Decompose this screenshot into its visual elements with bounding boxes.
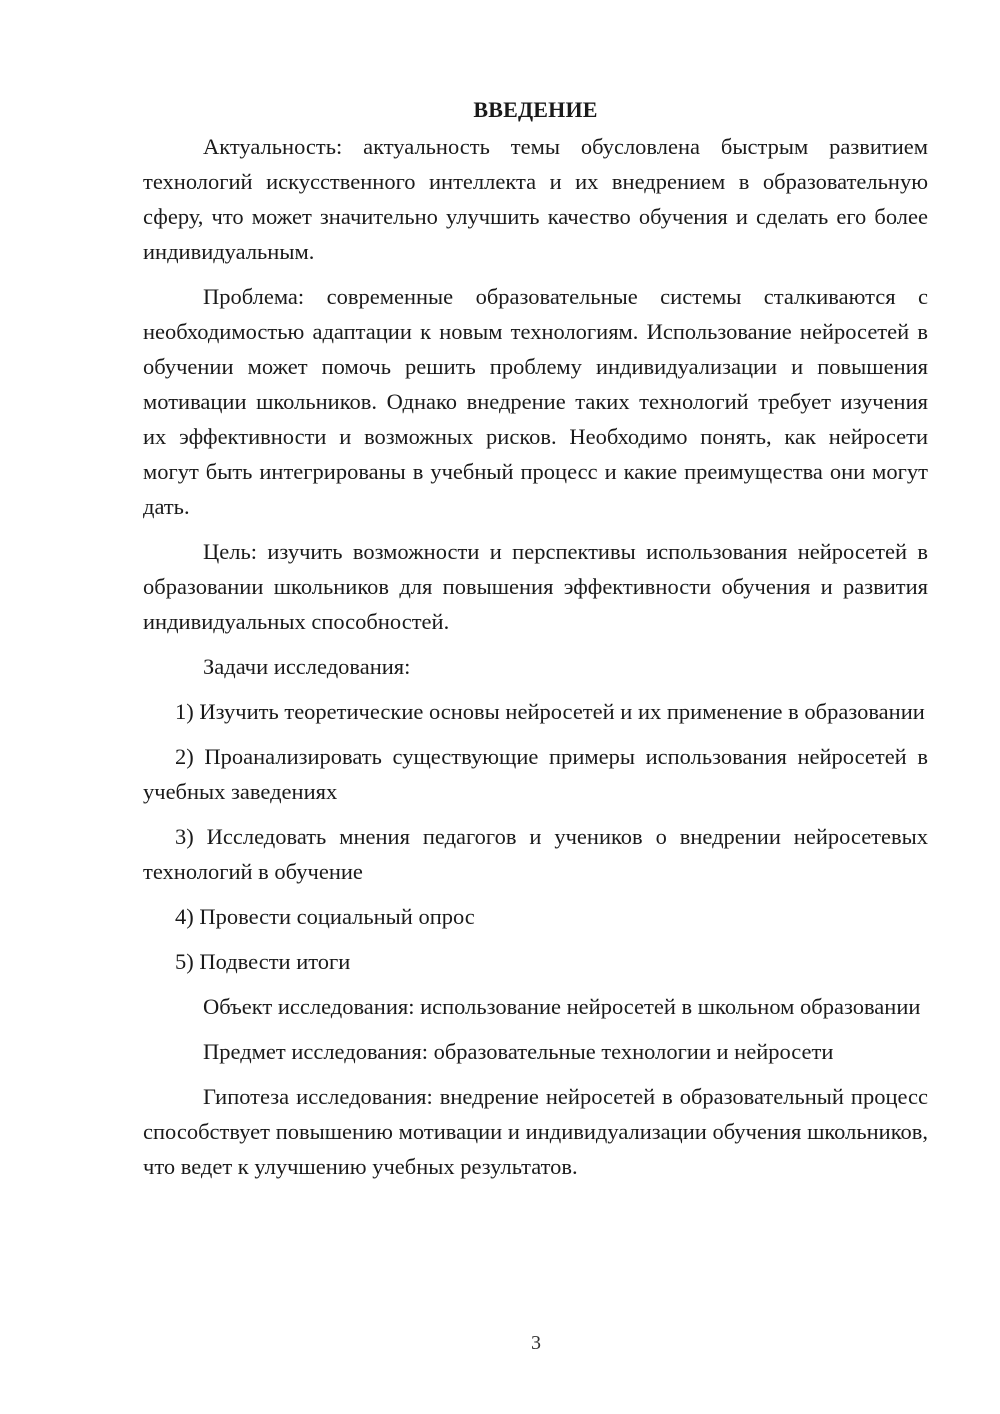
list-item: 2) Проанализировать существующие примеры использования нейросетей в учебных заведениях bbox=[143, 744, 928, 804]
list-item: 4) Провести социальный опрос bbox=[175, 904, 475, 929]
paragraph-object: Объект исследования: использование нейросетей в школьном образовании bbox=[203, 994, 921, 1019]
paragraph-hypothesis: Гипотеза исследования: внедрение нейросетей в образовательный процесс способствует повышению мотивации и индивидуализации обучения школьников, что ведет к улучшению учебных результатов. bbox=[143, 1084, 928, 1179]
page-number: 3 bbox=[531, 1332, 541, 1354]
page-content bbox=[143, 92, 928, 1194]
tasks-heading: Задачи исследования: bbox=[203, 654, 411, 679]
paragraph-problem: Проблема: современные образовательные системы сталкиваются с необходимостью адаптации к новым технологиям. Использование нейросетей в обучении может помочь решить проблему индивидуализации и повышения мотивации школьников. Однако внедрение таких технологий требует изучения их эффективности и возможных рисков. Необходимо понять, как нейросети могут быть интегрированы в учебный процесс и какие преимущества они могут дать. bbox=[143, 284, 928, 519]
page-title: ВВЕДЕНИЕ bbox=[473, 97, 598, 122]
paragraph-goal: Цель: изучить возможности и перспективы использования нейросетей в образовании школьников для повышения эффективности обучения и развития индивидуальных способностей. bbox=[143, 539, 928, 634]
list-item: 3) Исследовать мнения педагогов и учеников о внедрении нейросетевых технологий в обучение bbox=[143, 824, 928, 884]
paragraph-relevance: Актуальность: актуальность темы обусловлена быстрым развитием технологий искусственного интеллекта и их внедрением в образовательную сферу, что может значительно улучшить качество обучения и сделать его более индивидуальным. bbox=[143, 134, 928, 264]
list-item: 1) Изучить теоретические основы нейросетей и их применение в образовании bbox=[175, 699, 925, 724]
paragraph-subject: Предмет исследования: образовательные технологии и нейросети bbox=[203, 1039, 834, 1064]
tasks-list bbox=[143, 694, 928, 979]
list-item: 5) Подвести итоги bbox=[175, 949, 351, 974]
